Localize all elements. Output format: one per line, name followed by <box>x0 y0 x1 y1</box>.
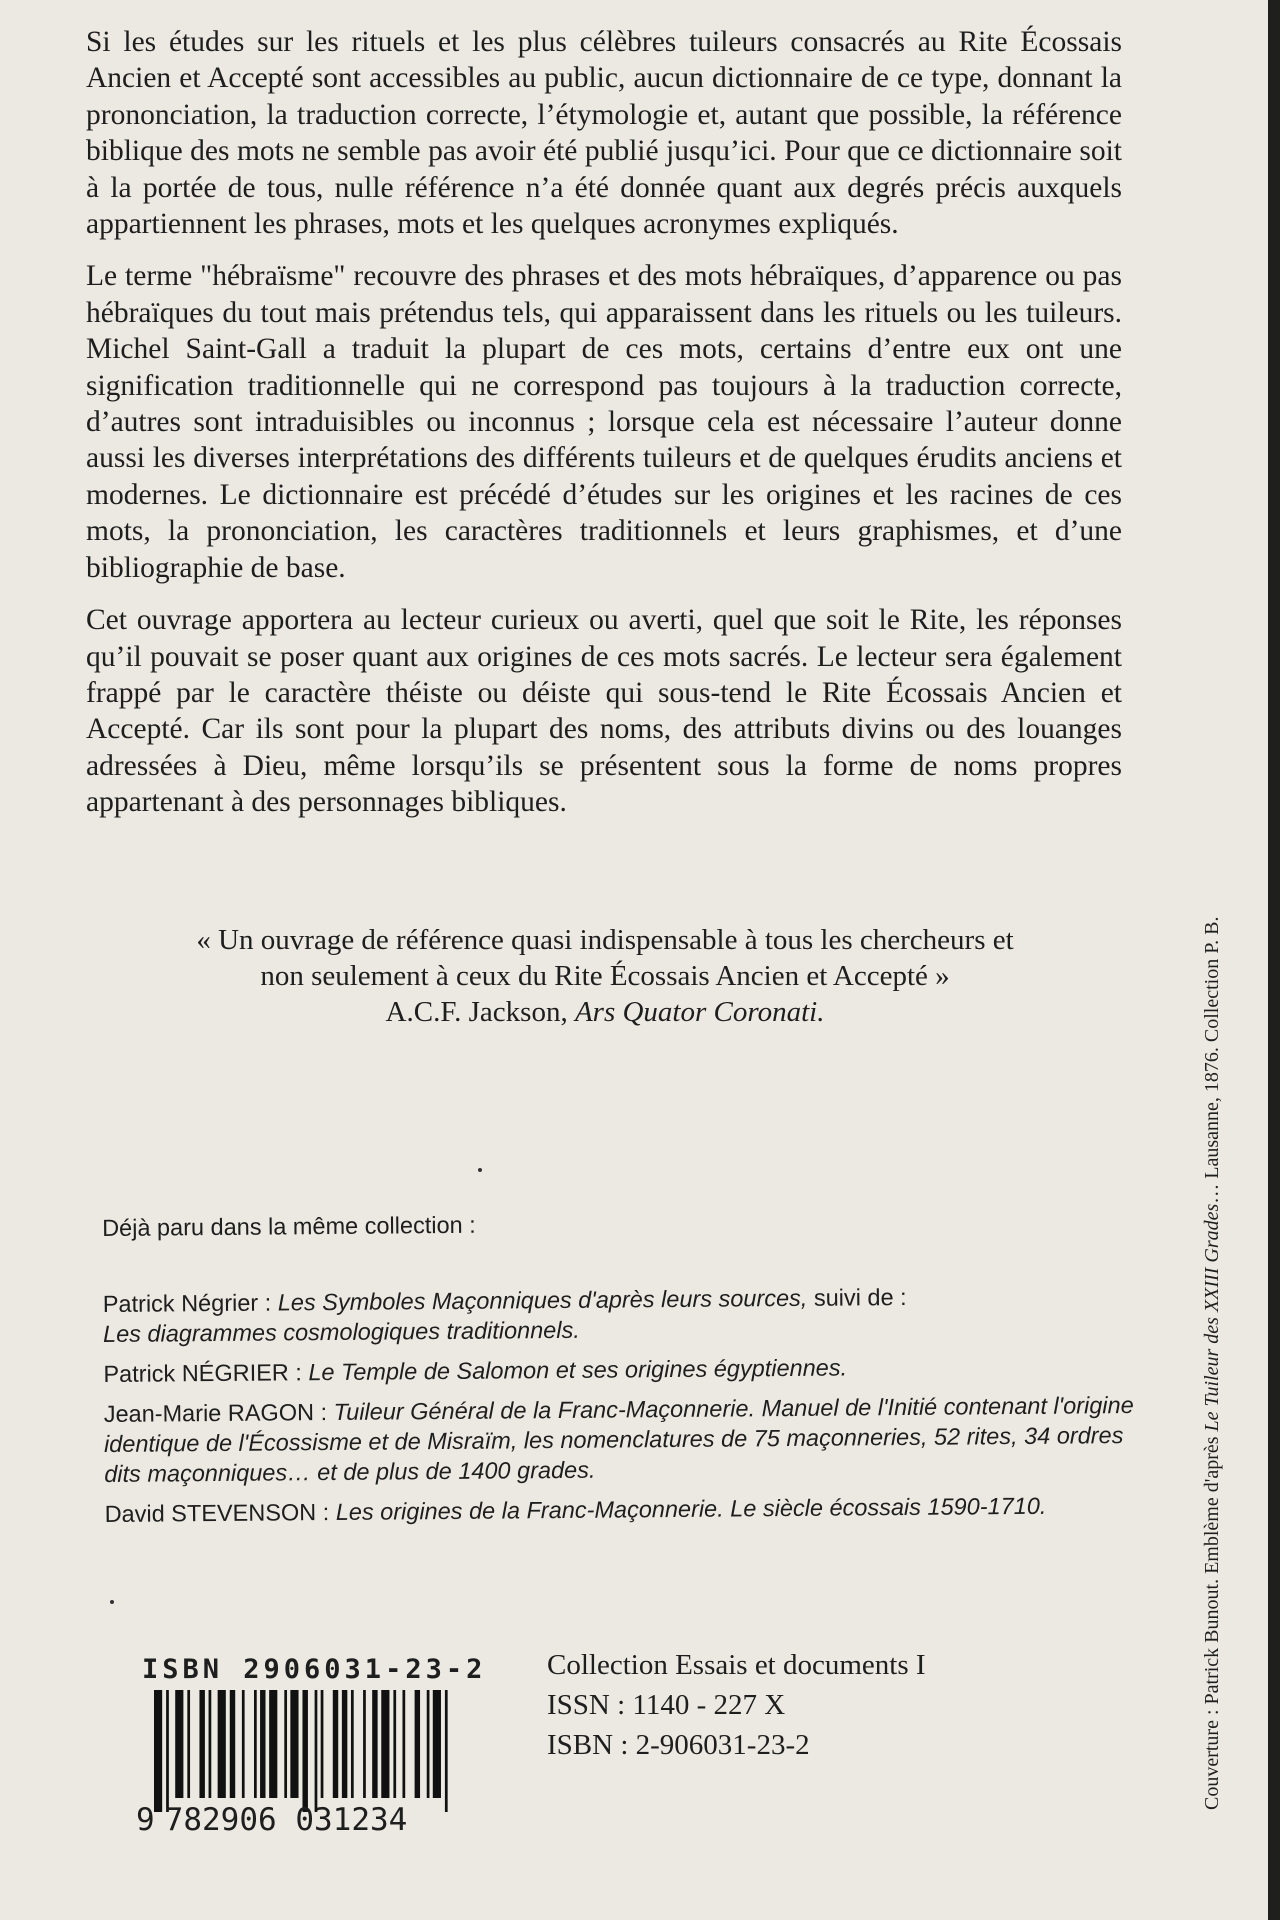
barcode-isbn-label: ISBN 2906031-23-2 <box>142 1654 487 1685</box>
barcode-bar <box>154 1690 162 1812</box>
barcode-bar <box>433 1690 441 1798</box>
blurb-paragraph-3: Cet ouvrage apportera au lecteur curieux ou averti, quel que soit le Rite, les réponses qu’il pouvait se poser quant aux origines de ces mots sacrés. Le lecteur sera également frappé par le caractère théiste ou déiste qui sous-tend le Rite Écossais Ancien et Accepté. Car ils sont pour la plupart des noms, des attributs divins ou des louanges adressées à Dieu, même lorsqu’ils se présentent sous la forme de noms propres appartenant à des personnages bibliques. <box>86 604 1122 819</box>
barcode-digits-left: 782906 <box>164 1802 277 1838</box>
blurb-paragraph-2: Le terme "hébraïsme" recouvre des phrases et des mots hébraïques, d’apparence ou pas hébraïques du tout mais prétendus tels, qui apparaissent dans les rituels ou les tuileurs. Michel Saint-Gall a traduit la plupart de ces mots, certains d’entre eux ont une signification traditionnelle qui ne correspond pas toujours à la traduction correcte, d’autres sont intraduisibles ou inconnus ; lorsque cela est nécessaire l’auteur donne aussi les diverses interprétations des différents tuileurs et de quelques érudits anciens et modernes. Le dictionnaire est précédé d’études sur les origines et les racines de ces mots, la prononciation, les caractères traditionnels et leurs graphismes, et d’une bibliographie de base. <box>86 260 1122 584</box>
barcode-bar <box>415 1690 420 1798</box>
entry-author: Patrick NÉGRIER : <box>103 1359 309 1387</box>
barcode-bar <box>166 1690 169 1812</box>
barcode-bar <box>402 1690 405 1798</box>
barcode-bar <box>342 1690 347 1798</box>
barcode-bar <box>284 1690 287 1798</box>
quote-author: A.C.F. Jackson, <box>385 996 575 1028</box>
barcode-digits-right: 031234 <box>295 1802 408 1838</box>
blurb-paragraph-1: Si les études sur les rituels et les plus célèbres tuileurs consacrés au Rite Écossais Ancien et Accepté sont accessibles au public, aucun dictionnaire de ce type, donnant la prononciation, la traduction correcte, l’étymologie et, autant que possible, la référence biblique des mots ne semble pas avoir été publié jusqu’ici. Pour que ce dictionnaire soit à la portée de tous, nulle référence n’a été donnée quant aux degrés précis auxquels appartiennent les phrases, mots et les quelques acronymes expliqués. <box>86 26 1122 241</box>
entry-author: Patrick Négrier : <box>102 1289 278 1317</box>
barcode-bar <box>269 1690 277 1798</box>
quote-source: Ars Quator Coronati. <box>574 996 825 1028</box>
quote-line-1: « Un ouvrage de référence quasi indispensable à tous les chercheurs et <box>196 924 1014 956</box>
barcode-bar <box>381 1690 389 1798</box>
issn: ISSN : 1140 - 227 X <box>547 1689 786 1721</box>
collection-entry <box>104 1390 1135 1489</box>
barcode-bar <box>199 1690 204 1798</box>
barcode-bar <box>363 1690 366 1798</box>
entry-title: Le Temple de Salomon et ses origines égyptiennes. <box>308 1354 848 1386</box>
speck <box>110 1600 114 1604</box>
collection-name: Collection Essais et documents I <box>547 1649 926 1681</box>
barcode-bar <box>209 1690 212 1798</box>
speck <box>478 1168 482 1172</box>
barcode-bar <box>333 1690 338 1798</box>
isbn: ISBN : 2-906031-23-2 <box>547 1729 810 1761</box>
barcode-bar <box>321 1690 324 1798</box>
entry-author: Jean-Marie RAGON : <box>103 1398 334 1427</box>
barcode-bar <box>372 1690 377 1798</box>
credit-prefix: Couverture : Patrick Bunout. Emblème d'après <box>1201 1431 1223 1810</box>
entry-author: David STEVENSON : <box>104 1498 336 1527</box>
review-quote <box>100 922 1110 1030</box>
book-edge <box>1268 0 1280 1920</box>
barcode-bar <box>187 1690 190 1798</box>
barcode-bar <box>315 1690 318 1812</box>
barcode-digit-first: 9 <box>136 1802 155 1838</box>
barcode-bars <box>154 1690 454 1812</box>
entry-title: Tuileur Général de la Franc-Maçonnerie. Manuel de l'Initié contenant l'origine identique de l'Écossisme et de Misraïm, les nomenclatures de 75 maçonneries, 52 rites, 34 ordres dits maçonniques… et de plus de 1400 grades. <box>103 1392 1134 1487</box>
barcode-bar <box>445 1690 448 1812</box>
entry-title: Les Symboles Maçonniques d'après leurs sources, <box>277 1284 808 1316</box>
quote-line-2: non seulement à ceux du Rite Écossais Ancien et Accepté » <box>260 960 950 992</box>
quote-attribution <box>100 994 1110 1030</box>
credit-title: Le Tuileur des XXIII Grades <box>1201 1203 1223 1432</box>
publication-info <box>547 1645 926 1765</box>
collection-entry <box>103 1280 1133 1349</box>
collection-heading: Déjà paru dans la même collection : <box>102 1211 476 1241</box>
collection-entry <box>103 1350 1133 1389</box>
entry-extra: suivi de : <box>807 1283 907 1311</box>
entry-title-2: Les diagrammes cosmologiques traditionnels. <box>102 1316 580 1347</box>
barcode-bar <box>254 1690 257 1798</box>
barcode-bar <box>175 1690 183 1798</box>
barcode-bar <box>393 1690 396 1798</box>
collection-entry <box>104 1490 1134 1529</box>
barcode-bar <box>242 1690 245 1798</box>
barcode <box>136 1654 487 1838</box>
barcode-bar <box>260 1690 265 1798</box>
cover-credit <box>1200 917 1224 1810</box>
barcode-digits <box>136 1802 407 1838</box>
entry-title: Les origines de la Franc-Maçonnerie. Le siècle écossais 1590-1710. <box>335 1492 1047 1525</box>
collection-list <box>102 1204 1135 1539</box>
barcode-bar <box>351 1690 354 1798</box>
barcode-bar <box>290 1690 298 1798</box>
barcode-bar <box>230 1690 235 1798</box>
barcode-bar <box>427 1690 430 1798</box>
barcode-bar <box>218 1690 226 1798</box>
barcode-bar <box>302 1690 307 1812</box>
credit-suffix: … Lausanne, 1876. Collection P. B. <box>1201 916 1223 1204</box>
blurb-text <box>86 24 1122 837</box>
